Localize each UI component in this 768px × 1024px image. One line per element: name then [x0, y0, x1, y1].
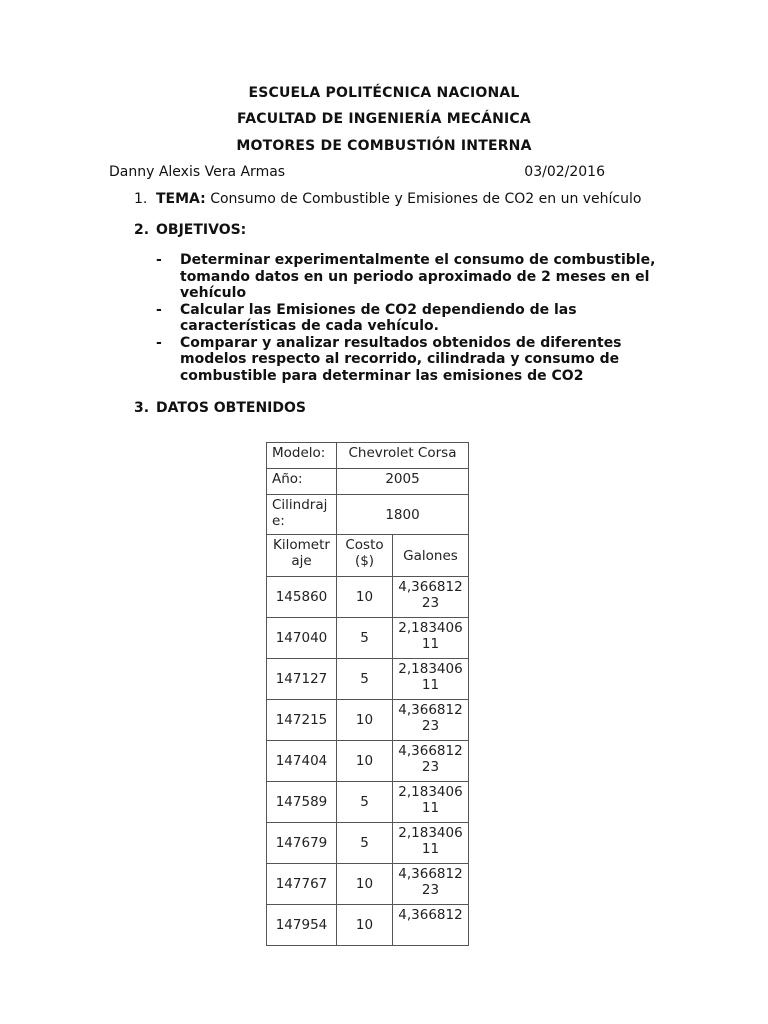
info-value: Chevrolet Corsa: [337, 443, 469, 469]
table-row: [267, 469, 469, 495]
km-cell: 147404: [267, 741, 337, 782]
cost-cell: 5: [337, 823, 393, 864]
km-cell: 147954: [267, 905, 337, 946]
cost-cell: 10: [337, 700, 393, 741]
column-header: Kilometraje: [267, 535, 337, 577]
cost-cell: 10: [337, 741, 393, 782]
km-cell: 145860: [267, 577, 337, 618]
list-item: [156, 302, 656, 335]
table-row: [267, 659, 469, 700]
author-line: [109, 164, 605, 180]
km-cell: 147127: [267, 659, 337, 700]
gallons-cell: 4,36681223: [393, 700, 469, 741]
gallons-cell: 4,366812: [393, 905, 469, 946]
gallons-cell: 2,18340611: [393, 618, 469, 659]
km-cell: 147040: [267, 618, 337, 659]
data-table: [266, 442, 469, 946]
objective-text: Calcular las Emisiones de CO2 dependiendo de las características de cada vehículo.: [180, 301, 577, 334]
section-label: DATOS OBTENIDOS: [156, 400, 306, 416]
info-value: 2005: [337, 469, 469, 495]
cost-cell: 5: [337, 618, 393, 659]
table-row: [267, 495, 469, 535]
list-item: [156, 252, 656, 302]
section-tema: [134, 191, 641, 207]
cost-cell: 10: [337, 864, 393, 905]
list-dash: -: [156, 301, 162, 318]
table-row: [267, 782, 469, 823]
info-label: Cilindraje:: [267, 495, 337, 535]
table-row: [267, 577, 469, 618]
table-row: [267, 741, 469, 782]
objective-text: Comparar y analizar resultados obtenidos de diferentes modelos respecto al recorrido, cilindrada y consumo de combustible para determinar las emisiones de CO2: [180, 334, 622, 384]
km-cell: 147215: [267, 700, 337, 741]
table-row: [267, 905, 469, 946]
cost-cell: 10: [337, 905, 393, 946]
gallons-cell: 4,36681223: [393, 864, 469, 905]
km-cell: 147767: [267, 864, 337, 905]
list-dash: -: [156, 334, 162, 351]
list-dash: -: [156, 252, 162, 268]
objective-text: Determinar experimentalmente el consumo de combustible, tomando datos en un periodo aproximado de 2 meses en el vehículo: [180, 252, 656, 301]
faculty-title: FACULTAD DE INGENIERÍA MECÁNICA: [237, 111, 531, 127]
section-text: Consumo de Combustible y Emisiones de CO2 en un vehículo: [210, 191, 642, 207]
section-number: 2.: [134, 222, 150, 238]
km-cell: 147589: [267, 782, 337, 823]
km-cell: 147679: [267, 823, 337, 864]
objectives-list: [156, 252, 656, 384]
section-number: 3.: [134, 400, 150, 416]
table-header-row: [267, 535, 469, 577]
table-row: [267, 823, 469, 864]
column-header: Costo ($): [337, 535, 393, 577]
document-date: 03/02/2016: [524, 164, 605, 180]
cost-cell: 5: [337, 659, 393, 700]
table-row: [267, 618, 469, 659]
section-label: OBJETIVOS:: [156, 222, 247, 238]
course-title: MOTORES DE COMBUSTIÓN INTERNA: [236, 138, 532, 154]
info-label: Año:: [267, 469, 337, 495]
gallons-cell: 2,18340611: [393, 659, 469, 700]
list-item: [156, 335, 656, 385]
info-label: Modelo:: [267, 443, 337, 469]
gallons-cell: 4,36681223: [393, 741, 469, 782]
section-label: TEMA:: [156, 191, 206, 207]
table-row: [267, 864, 469, 905]
gallons-cell: 2,18340611: [393, 782, 469, 823]
gallons-cell: 4,36681223: [393, 577, 469, 618]
school-title: ESCUELA POLITÉCNICA NACIONAL: [248, 85, 520, 101]
table-body: [267, 577, 469, 946]
section-datos: [134, 400, 306, 416]
table-row: [267, 443, 469, 469]
section-objetivos: [134, 222, 246, 238]
cost-cell: 10: [337, 577, 393, 618]
author-name: Danny Alexis Vera Armas: [109, 164, 286, 180]
gallons-cell: 2,18340611: [393, 823, 469, 864]
table-row: [267, 700, 469, 741]
info-value: 1800: [337, 495, 469, 535]
cost-cell: 5: [337, 782, 393, 823]
column-header: Galones: [393, 535, 469, 577]
section-number: 1.: [134, 191, 148, 207]
